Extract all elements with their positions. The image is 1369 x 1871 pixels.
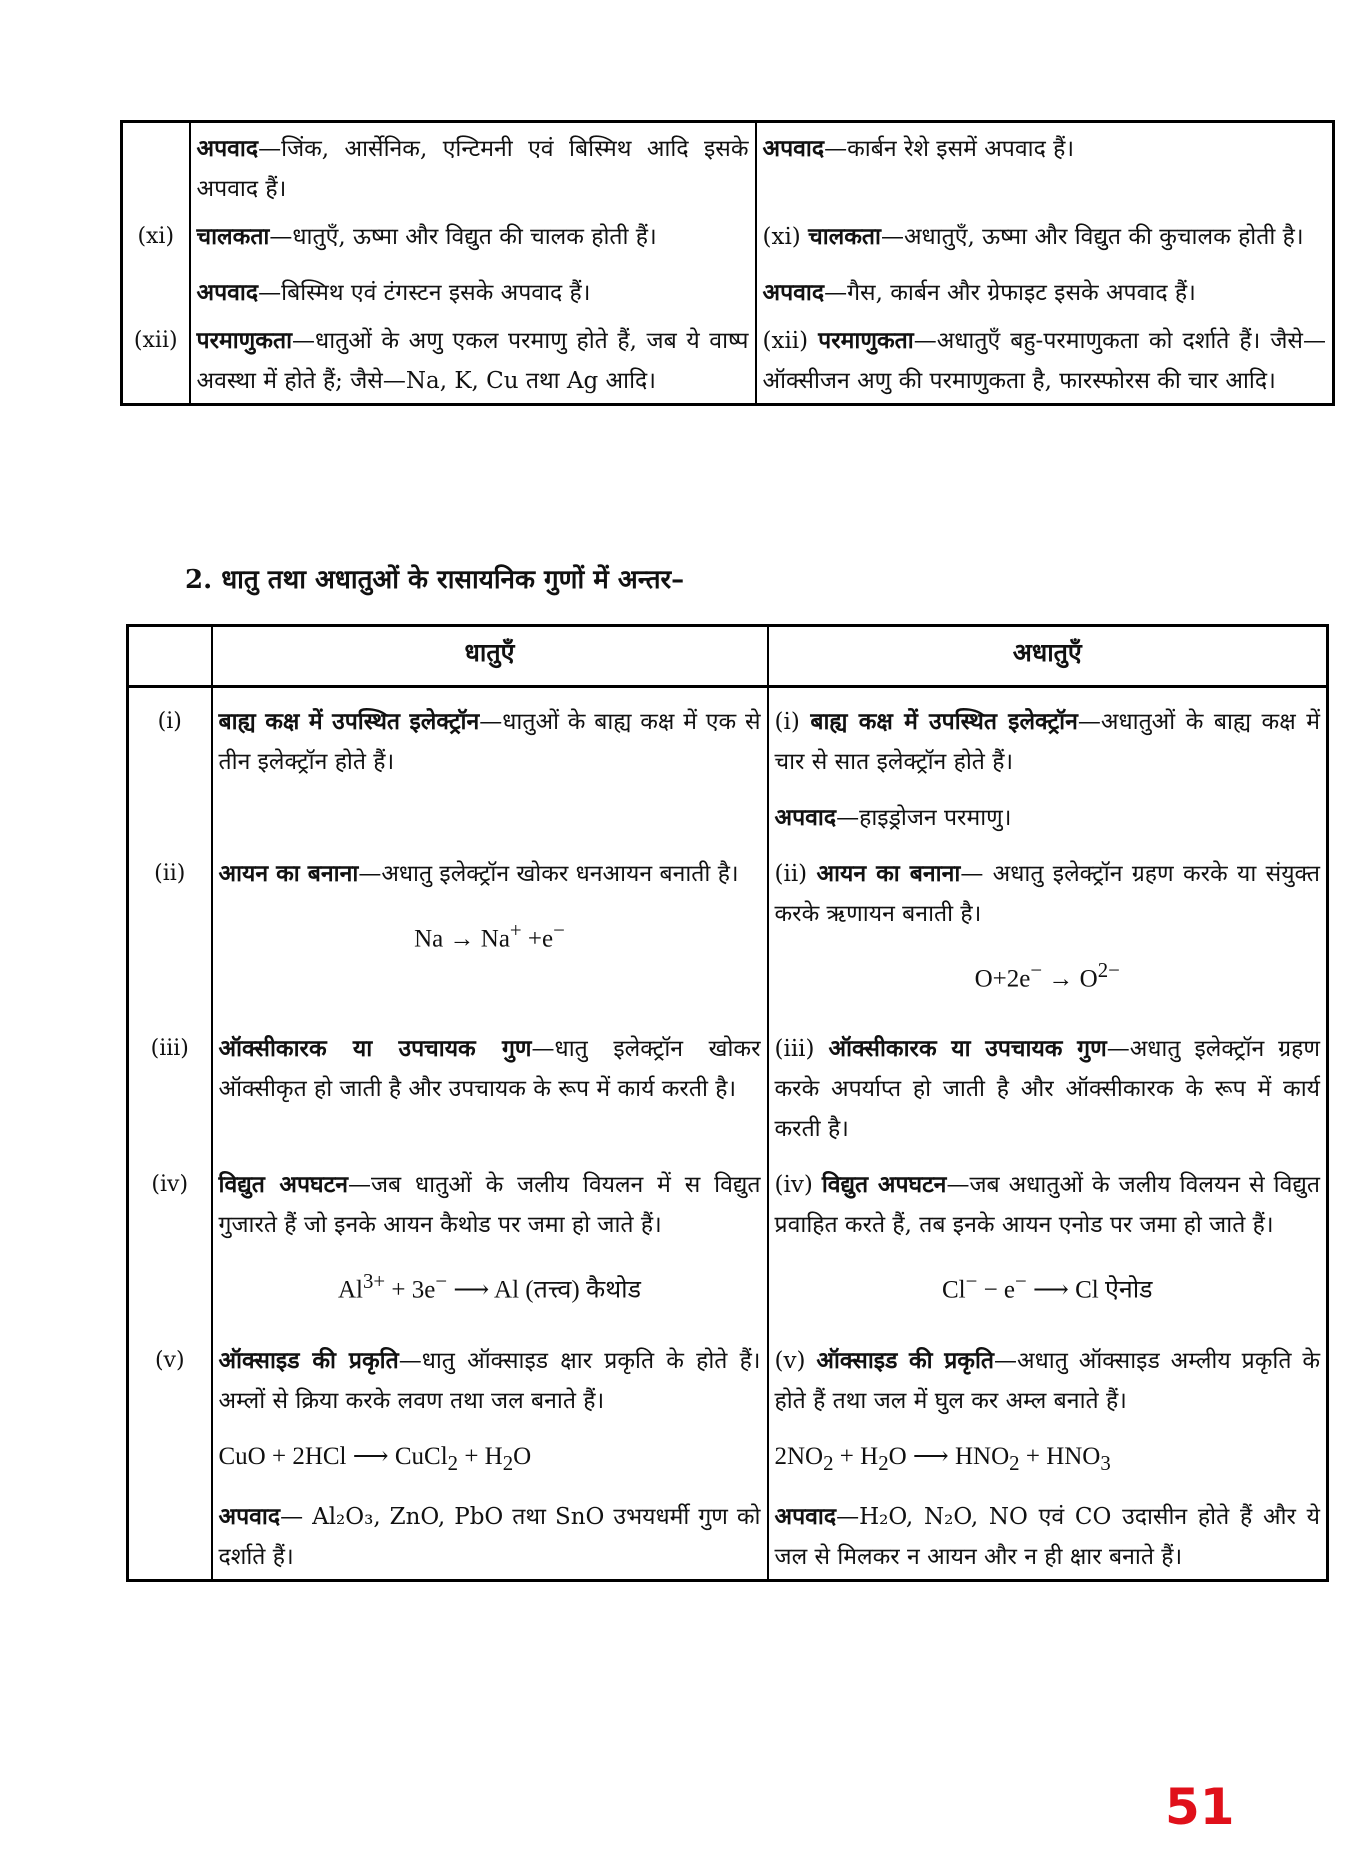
reaction-equation: CuO + 2HCl ⟶ CuCl$_2$ + $H_2O$ bbox=[218, 1442, 532, 1475]
property-paragraph: ऑक्सीकारक या उपचायक गुण—धातु इलेक्ट्रॉन खोकर ऑक्सीकृत हो जाती है और उपचायक के रूप में कार्य करती है। bbox=[218, 1035, 761, 1103]
property-paragraph: (iii) ऑक्सीकारक या उपचायक गुण—अधातु इलेक्ट्रॉन ग्रहण करके अपर्याप्त हो जाती है और ऑक्सीकारक के रूप में कार्य करती है। bbox=[774, 1035, 1320, 1143]
exception-paragraph: अपवाद— Al₂O₃, ZnO, PbO तथा SnO उभयधर्मी गुण को दर्शाते हैं। bbox=[218, 1502, 761, 1570]
nonmetal-cell bbox=[768, 687, 1328, 841]
property-paragraph: विद्युत अपघटन—जब धातुओं के जलीय वियलन में स विद्युत गुजारते हैं जो इनके आयन कैथोड पर जमा हो जाते हैं। bbox=[218, 1171, 761, 1239]
exception-paragraph: अपवाद—गैस, कार्बन और ग्रेफाइट इसके अपवाद हैं। bbox=[762, 279, 1196, 306]
exception-paragraph: अपवाद—बिस्मिथ एवं टंगस्टन इसके अपवाद हैं। bbox=[196, 279, 591, 306]
nonmetal-cell bbox=[768, 840, 1328, 1015]
row-number: (i) bbox=[157, 709, 182, 734]
nonmetal-cell bbox=[768, 1151, 1328, 1326]
physical-properties-table-continued bbox=[120, 120, 1335, 406]
metal-cell bbox=[212, 1327, 768, 1581]
property-paragraph: आयन का बनाना—अधातु इलेक्ट्रॉन खोकर धनआयन बनाती है। bbox=[218, 860, 739, 887]
table-row bbox=[128, 840, 1328, 1015]
table-row bbox=[122, 211, 1334, 315]
property-paragraph: (i) बाह्य कक्ष में उपस्थित इलेक्ट्रॉन—अधातुओं के बाह्य कक्ष में चार से सात इलेक्ट्रॉन होते हैं। bbox=[774, 708, 1320, 775]
property-paragraph: (xii) परमाणुकता—अधातुएँ बहु-परमाणुकता को दर्शाते हैं। जैसे—ऑक्सीजन अणु की परमाणुकता है, फारस्फोरस की चार आदि। bbox=[762, 327, 1326, 394]
row-number: (ii) bbox=[154, 861, 186, 886]
metal-cell bbox=[190, 315, 756, 405]
table-row bbox=[128, 1015, 1328, 1151]
nonmetal-cell bbox=[768, 1015, 1328, 1151]
header-blank bbox=[128, 626, 212, 687]
table-row bbox=[122, 315, 1334, 405]
exception-paragraph: अपवाद—हाइड्रोजन परमाणु। bbox=[774, 804, 1012, 831]
exception-paragraph: अपवाद—H₂O, N₂O, NO एवं CO उदासीन होते हैं और ये जल से मिलकर न आयन और न ही क्षार बनाते हैं। bbox=[774, 1502, 1320, 1570]
header-metals: धातुएँ bbox=[212, 626, 768, 687]
row-number: (iii) bbox=[150, 1036, 189, 1062]
header-nonmetals: अधातुएँ bbox=[768, 626, 1328, 687]
row-number bbox=[122, 122, 190, 212]
electrolysis-equation: $Al^{3+} + 3e^-$ ⟶ Al (तत्त्व) कैथोड bbox=[337, 1269, 642, 1304]
ionization-equation: Na → Na+ +e− bbox=[414, 918, 565, 953]
page-number: 51 bbox=[1165, 1778, 1235, 1836]
row-number: (xii) bbox=[133, 328, 178, 353]
property-paragraph: (xi) चालकता—अधातुएँ, ऊष्मा और विद्युत की कुचालक होती है। bbox=[762, 223, 1304, 250]
table-row bbox=[128, 1327, 1328, 1581]
nonmetal-cell bbox=[756, 315, 1334, 405]
row-number: (xi) bbox=[137, 224, 175, 249]
row-number: (v) bbox=[154, 1347, 185, 1373]
table-row bbox=[122, 122, 1334, 212]
property-paragraph: चालकता—धातुएँ, ऊष्मा और विद्युत की चालक होती हैं। bbox=[196, 223, 657, 250]
reaction-equation: $2NO_2 + H_2O$ ⟶ $HNO_2 + HNO_3$ bbox=[774, 1442, 1111, 1475]
table-row bbox=[128, 1151, 1328, 1326]
metal-cell bbox=[212, 1151, 768, 1326]
section-heading: 2. धातु तथा अधातुओं के रासायनिक गुणों में अन्तर– bbox=[185, 565, 685, 595]
exception-paragraph: अपवाद—जिंक, आर्सेनिक, एन्टिमनी एवं बिस्मिथ आदि इसके अपवाद हैं। bbox=[196, 135, 749, 202]
chemical-properties-table bbox=[126, 624, 1329, 1582]
nonmetal-cell bbox=[756, 122, 1334, 212]
property-paragraph: बाह्य कक्ष में उपस्थित इलेक्ट्रॉन—धातुओं के बाह्य कक्ष में एक से तीन इलेक्ट्रॉन होते हैं। bbox=[218, 708, 761, 775]
row-number: (iv) bbox=[151, 1172, 189, 1198]
metal-cell bbox=[190, 122, 756, 212]
nonmetal-cell bbox=[768, 1327, 1328, 1581]
metal-cell bbox=[212, 840, 768, 1015]
property-paragraph: (v) ऑक्साइड की प्रकृति—अधातु ऑक्साइड अम्लीय प्रकृति के होते हैं तथा जल में घुल कर अम्ल बनाते हैं। bbox=[774, 1346, 1320, 1414]
ionization-equation: $O+2e^- \to O^{2-}$ bbox=[974, 958, 1120, 993]
nonmetal-cell bbox=[756, 211, 1334, 315]
table-row bbox=[128, 687, 1328, 841]
exception-paragraph: अपवाद—कार्बन रेशे इसमें अपवाद हैं। bbox=[762, 135, 1075, 162]
property-paragraph: (ii) आयन का बनाना— अधातु इलेक्ट्रॉन ग्रहण करके या संयुक्त करके ऋणायन बनाती है। bbox=[774, 860, 1320, 927]
property-paragraph: परमाणुकता—धातुओं के अणु एकल परमाणु होते हैं, जब ये वाष्प अवस्था में होते हैं; जैसे—Na, K, Cu तथा Ag आदि। bbox=[196, 327, 749, 394]
property-paragraph: (iv) विद्युत अपघटन—जब अधातुओं के जलीय विलयन से विद्युत प्रवाहित करते हैं, तब इनके आयन एनोड पर जमा हो जाते हैं। bbox=[774, 1171, 1320, 1239]
electrolysis-equation: Cl− − e− ⟶ Cl ऐनोड bbox=[941, 1269, 1153, 1304]
metal-cell bbox=[212, 687, 768, 841]
metal-cell bbox=[212, 1015, 768, 1151]
property-paragraph: ऑक्साइड की प्रकृति—धातु ऑक्साइड क्षार प्रकृति के होते हैं। अम्लों से क्रिया करके लवण तथा जल बनाते हैं। bbox=[218, 1346, 761, 1414]
metal-cell bbox=[190, 211, 756, 315]
table-header-row bbox=[128, 626, 1328, 687]
